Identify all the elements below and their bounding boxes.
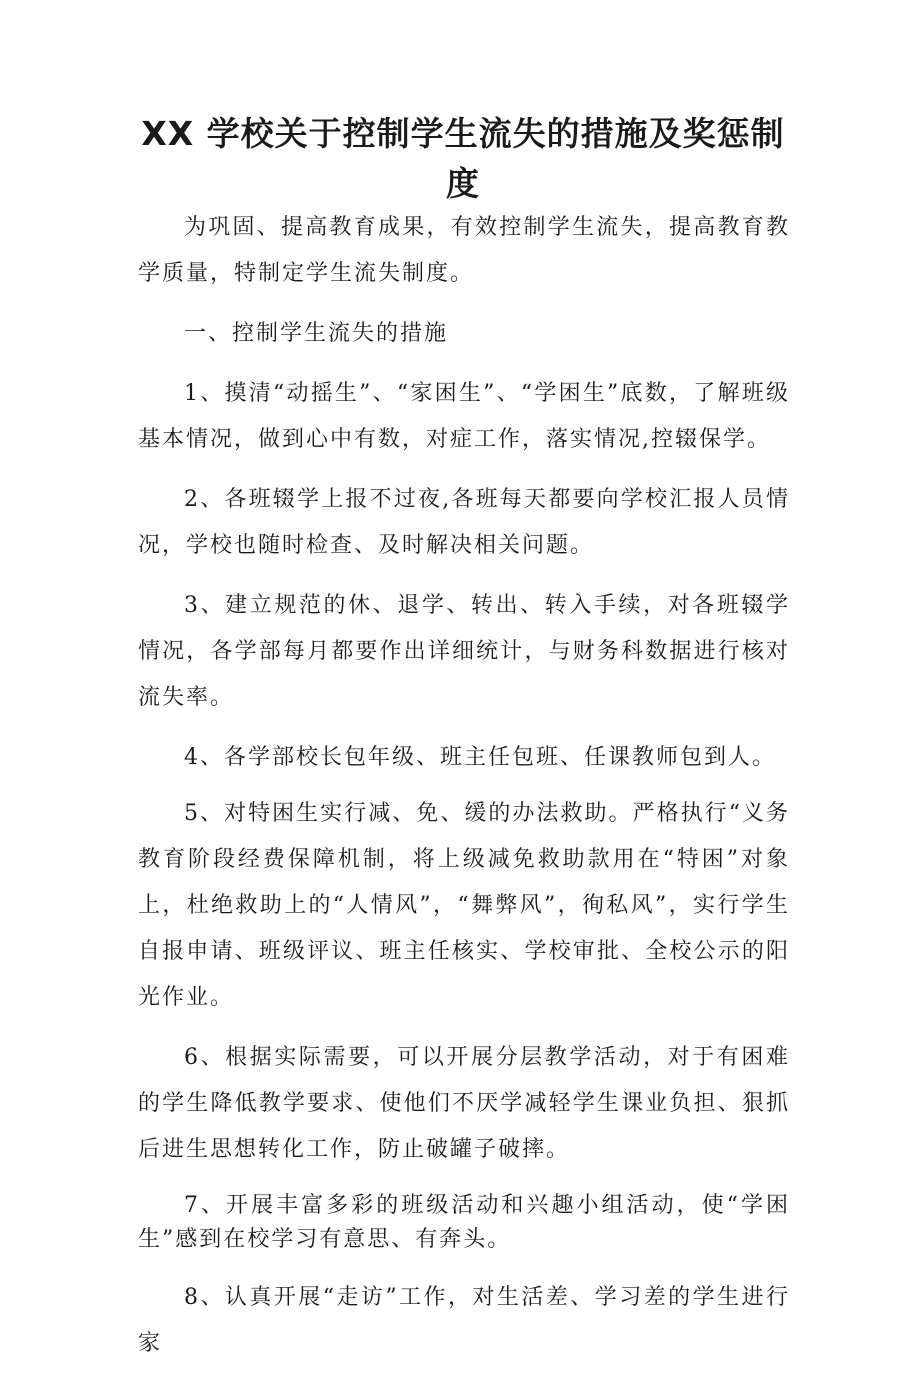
measure-item-8: 8、认真开展“走访”工作，对生活差、学习差的学生进行家 xyxy=(138,1285,790,1356)
measure-item-2: 2、各班辍学上报不过夜,各班每天都要向学校汇报人员情况，学校也随时检查、及时解决相关问题。 xyxy=(138,487,790,558)
document-body xyxy=(138,205,790,1381)
intro-paragraph: 为巩固、提高教育成果，有效控制学生流失，提高教育教学质量，特制定学生流失制度。 xyxy=(138,215,790,286)
measure-item-6: 6、根据实际需要，可以开展分层教学活动，对于有困难的学生降低教学要求、使他们不厌学减轻学生课业负担、狠抓后进生思想转化工作，防止破罐子破摔。 xyxy=(138,1045,790,1162)
measure-item-1: 1、摸清“动摇生”、“家困生”、“学困生”底数，了解班级基本情况，做到心中有数，对症工作，落实情况,控辍保学。 xyxy=(138,381,790,452)
measure-item-4: 4、各学部校长包年级、班主任包班、任课教师包到人。 xyxy=(184,745,776,770)
document-title: XX 学校关于控制学生流失的措施及奖惩制度 xyxy=(141,114,785,203)
section-heading: 一、控制学生流失的措施 xyxy=(184,321,449,346)
measure-item-5: 5、对特困生实行减、免、缓的办法救助。严格执行“义务教育阶段经费保障机制，将上级减免救助款用在“特困”对象上，杜绝救助上的“人情风”，“舞弊风”，徇私风”，实行学生自报申请、班级评议、班主任核实、学校审批、全校公示的阳光作业。 xyxy=(138,801,790,1010)
measure-item-3: 3、建立规范的休、退学、转出、转入手续，对各班辍学情况，各学部每月都要作出详细统计，与财务科数据进行核对流失率。 xyxy=(138,593,790,710)
measure-item-7: 7、开展丰富多彩的班级活动和兴趣小组活动，使“学困生”感到在校学习有意思、有奔头。 xyxy=(138,1193,790,1252)
